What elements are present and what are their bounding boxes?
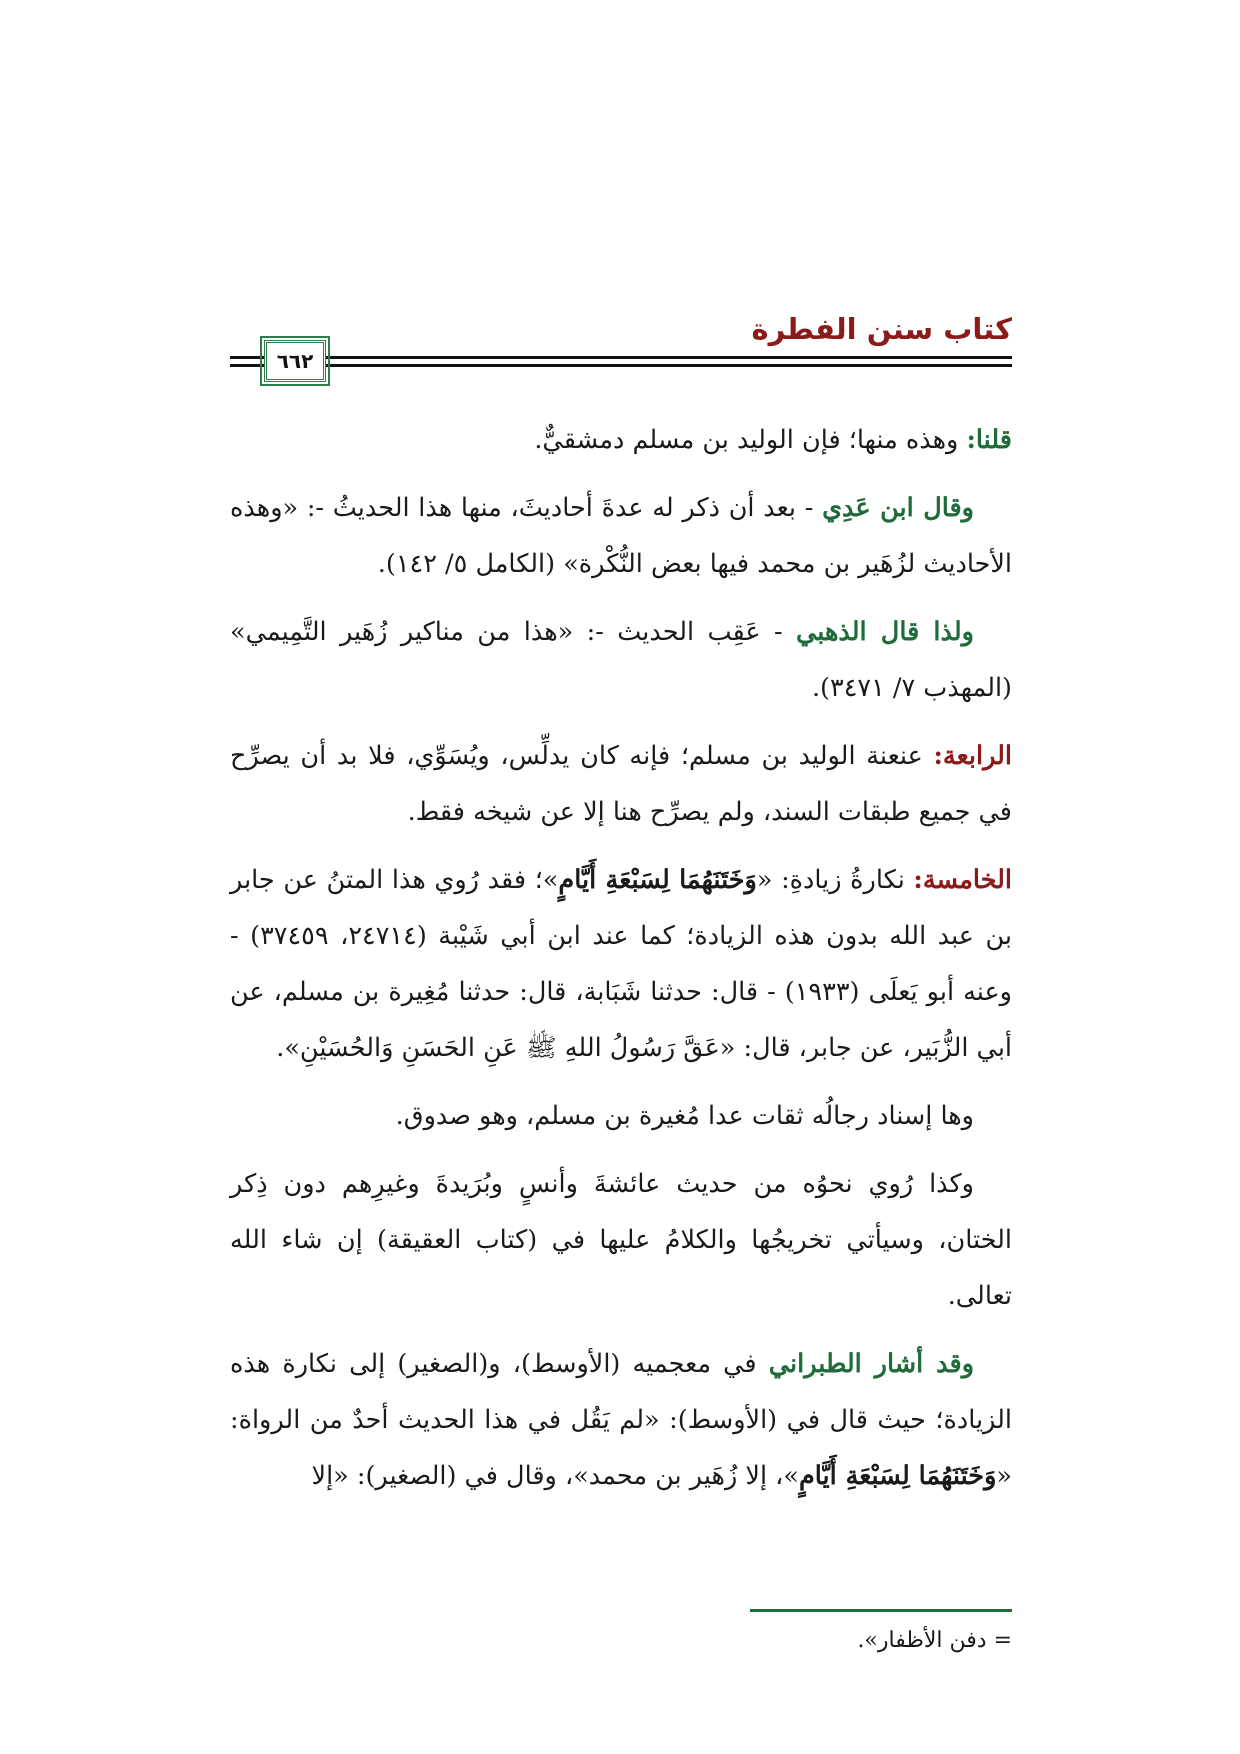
paragraph-lead: وقد أشار الطبراني — [768, 1349, 975, 1379]
paragraph-text: نكارةُ زيادةِ: « — [756, 865, 914, 895]
page-number: ٦٦٢ — [264, 340, 326, 382]
header-rule-top — [230, 356, 1012, 359]
paragraph-text: في معجميه (الأوسط)، و(الصغير) إلى نكارة هذه الزيادة؛ حيث قال في (الأوسط): «لم يَقُل في هذا الحديث أحدٌ من الرواة: « — [230, 1349, 1012, 1491]
paragraph-lead: ولذا قال الذهبي — [796, 617, 974, 647]
paragraph-lead: قلنا: — [966, 425, 1012, 455]
book-title: كتاب سنن الفطرة — [751, 312, 1012, 346]
paragraph-6 — [230, 1088, 1012, 1144]
paragraph-text: وهذه منها؛ فإن الوليد بن مسلم دمشقيٌّ. — [534, 425, 967, 455]
paragraph-text: »؛ فقد رُوي هذا المتنُ عن جابر بن عبد الله بدون هذه الزيادة؛ كما عند ابن أبي شَيْبة (٢٤٧١٤، ٣٧٤٥٩) - وعنه أبو يَعلَى (١٩٣٣) - قال: حدثنا شَبَابة، قال: حدثنا مُغِيرة بن مسلم، عن أبي الزُّبَير، عن جابر، قال: «عَقَّ رَسُولُ اللهِ ﷺ عَنِ الحَسَنِ وَالحُسَيْنِ». — [230, 865, 1013, 1063]
main-text — [230, 412, 1012, 1516]
paragraph-8 — [230, 1336, 1012, 1504]
paragraph-4 — [230, 728, 1012, 840]
paragraph-3 — [230, 604, 1012, 716]
paragraph-7 — [230, 1156, 1012, 1324]
header-rule-bottom — [230, 364, 1012, 367]
paragraph-text: - عَقِب الحديث -: «هذا من مناكير زُهَير التَّمِيمي» (المهذب ٧/ ٣٤٧١). — [230, 617, 1012, 703]
hadith-quote: وَخَتَنَهُمَا لِسَبْعَةِ أَيَّامٍ — [798, 1461, 997, 1491]
paragraph-text: عنعنة الوليد بن مسلم؛ فإنه كان يدلِّس، ويُسَوِّي، فلا بد أن يصرِّح في جميع طبقات السند، ولم يصرِّح هنا إلا عن شيخه فقط. — [230, 741, 1012, 827]
paragraph-lead: الخامسة: — [913, 865, 1012, 895]
paragraph-lead: وقال ابن عَدِي — [822, 493, 974, 523]
paragraph-1 — [230, 412, 1012, 468]
footnote-rule — [750, 1609, 1012, 1612]
page-header — [230, 312, 1012, 392]
footnote: = دفن الأظفار». — [857, 1628, 1012, 1653]
paragraph-5 — [230, 852, 1012, 1076]
paragraph-text: »، إلا زُهَير بن محمد»، وقال في (الصغير): «إلا — [311, 1461, 799, 1491]
paragraph-text: وكذا رُوي نحوُه من حديث عائشةَ وأنسٍ وبُرَيدةَ وغيرِهم دون ذِكر الختان، وسيأتي تخريجُها والكلامُ عليها في (كتاب العقيقة) إن شاء الله تعالى. — [230, 1169, 1012, 1311]
hadith-quote: وَخَتَنَهُمَا لِسَبْعَةِ أَيَّامٍ — [558, 865, 757, 895]
paragraph-2 — [230, 480, 1012, 592]
paragraph-text: وها إسناد رجالُه ثقات عدا مُغيرة بن مسلم، وهو صدوق. — [395, 1101, 974, 1131]
paragraph-lead: الرابعة: — [933, 741, 1012, 771]
paragraph-text: - بعد أن ذكر له عدةَ أحاديثَ، منها هذا الحديثُ -: «وهذه الأحاديث لزُهَير بن محمد فيها بعض النُّكْرة» (الكامل ٥/ ١٤٢). — [230, 493, 1012, 579]
